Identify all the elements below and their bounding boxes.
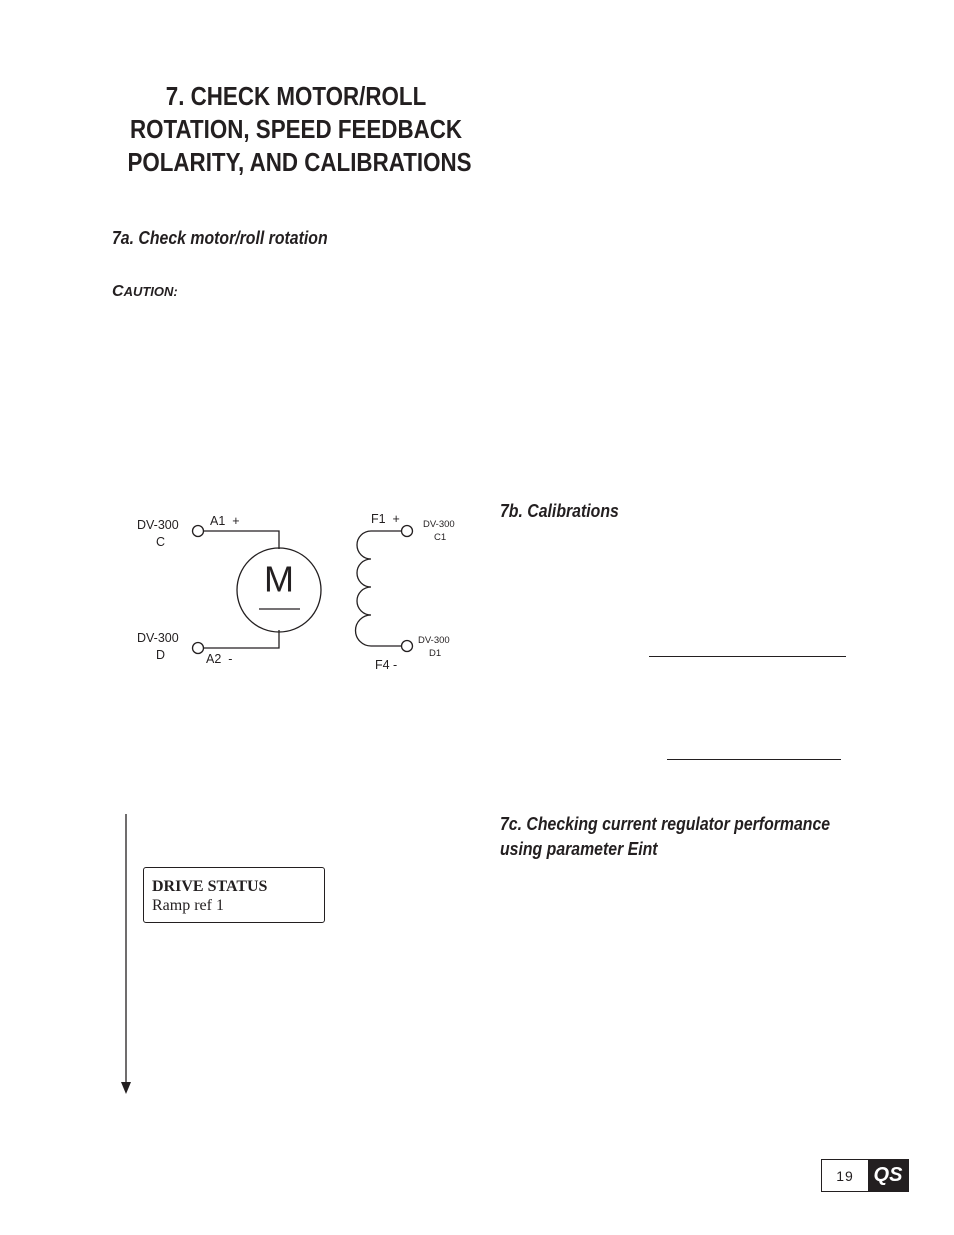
section-7c-heading bbox=[500, 812, 830, 862]
page-number-box bbox=[821, 1159, 909, 1192]
fill-in-line-1 bbox=[649, 656, 846, 657]
label-f1: F1 + bbox=[371, 512, 400, 526]
armature-wire-bottom bbox=[204, 630, 279, 648]
terminal-d1 bbox=[402, 641, 413, 652]
title-line-3: POLARITY, AND CALIBRATIONS bbox=[127, 147, 472, 177]
label-dv300-c-2: C bbox=[156, 535, 166, 549]
title-line-1: 7. CHECK MOTOR/ROLL bbox=[165, 81, 427, 111]
label-dv300-c-1: DV-300 bbox=[137, 518, 179, 532]
label-dv300-d-1: DV-300 bbox=[137, 631, 179, 645]
drive-status-display bbox=[143, 867, 325, 923]
motor-wiring-diagram bbox=[120, 500, 480, 690]
drive-status-heading: DRIVE STATUS bbox=[152, 878, 268, 895]
section-7b-heading: 7b. Calibrations bbox=[500, 501, 619, 521]
page-title bbox=[127, 80, 472, 179]
section-7c-line-1: 7c. Checking current regulator performance bbox=[500, 814, 831, 834]
arrow-down-icon bbox=[121, 1082, 131, 1094]
field-winding-coil bbox=[356, 531, 402, 646]
armature-wire-top bbox=[204, 531, 279, 549]
label-dv300-d1-2: D1 bbox=[429, 648, 442, 659]
label-dv300-c1-2: C1 bbox=[434, 532, 447, 543]
label-f4: F4 - bbox=[375, 658, 398, 672]
label-dv300-d-2: D bbox=[156, 648, 166, 662]
caution-label: CAUTION: bbox=[112, 283, 178, 300]
section-7c-line-2: using parameter Eint bbox=[500, 839, 658, 859]
motor-label: M bbox=[264, 558, 294, 600]
section-7a-heading: 7a. Check motor/roll rotation bbox=[112, 228, 328, 248]
section-tag: QS bbox=[868, 1160, 908, 1191]
terminal-c bbox=[193, 526, 204, 537]
terminal-d bbox=[193, 643, 204, 654]
title-line-2: ROTATION, SPEED FEEDBACK bbox=[129, 114, 463, 144]
label-dv300-c1-1: DV-300 bbox=[423, 519, 455, 530]
drive-status-value: Ramp ref 1 bbox=[152, 897, 224, 914]
fill-in-line-2 bbox=[667, 759, 841, 760]
label-a2: A2 - bbox=[206, 652, 233, 666]
flow-arrow bbox=[116, 812, 136, 1096]
label-dv300-d1-1: DV-300 bbox=[418, 635, 450, 646]
terminal-c1 bbox=[402, 526, 413, 537]
page-number: 19 bbox=[836, 1167, 854, 1184]
label-a1: A1 + bbox=[210, 514, 240, 528]
